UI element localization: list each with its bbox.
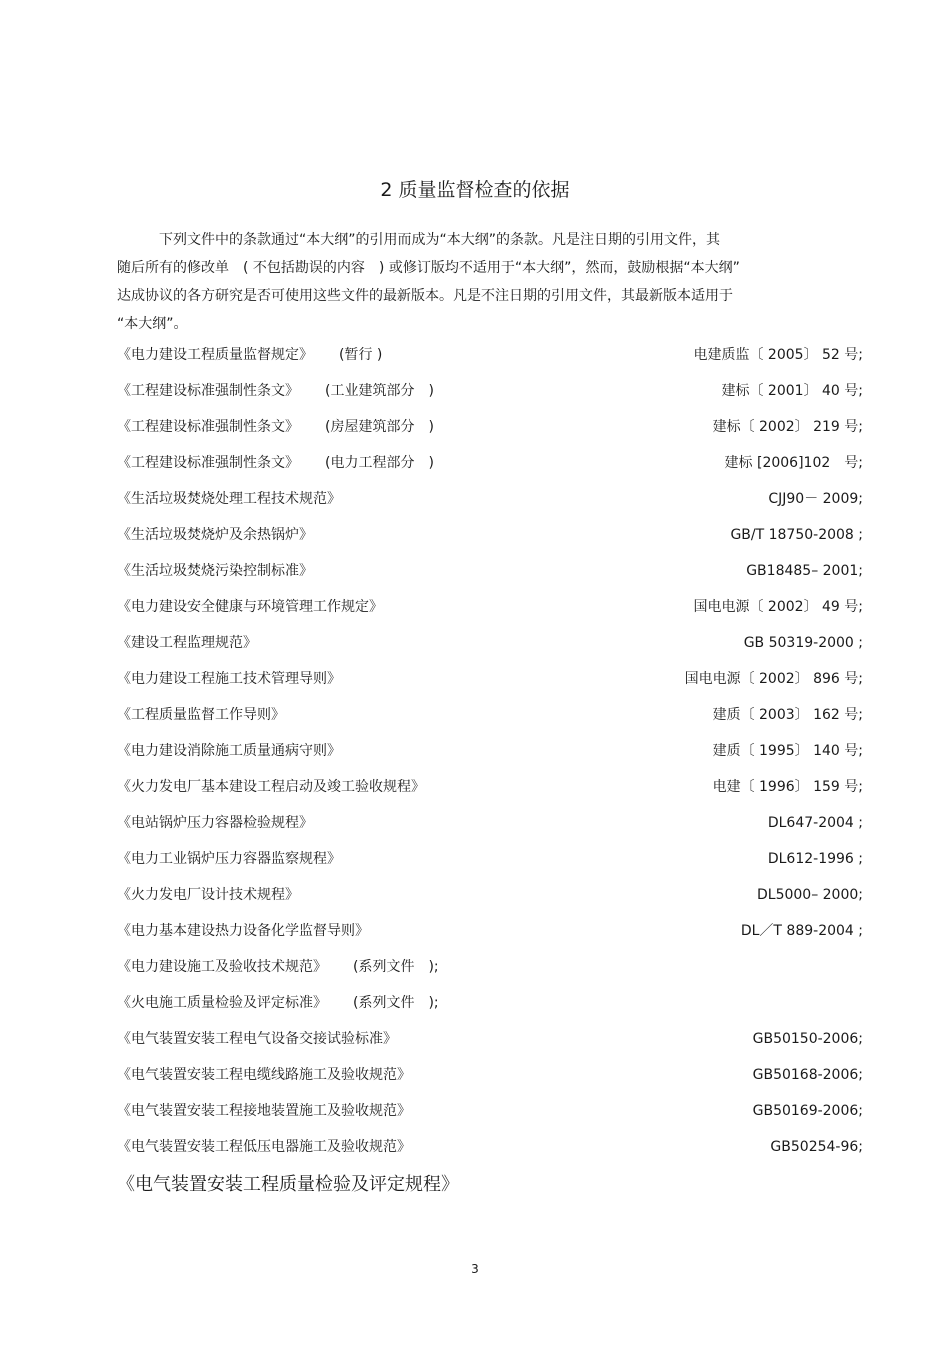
reference-name: 《电力建设消除施工质量通病守则》	[117, 743, 341, 759]
reference-item	[117, 595, 863, 631]
reference-item	[117, 523, 863, 559]
reference-item	[117, 1099, 863, 1135]
reference-list	[117, 343, 863, 1207]
reference-code: GB50168-2006;	[752, 1067, 863, 1083]
reference-code: GB50150-2006;	[752, 1031, 863, 1047]
reference-name: 《工程建设标准强制性条文》	[117, 383, 299, 399]
reference-name: 《电力建设工程施工技术管理导则》	[117, 671, 341, 687]
intro-line-4: “本大纲”。	[117, 316, 188, 332]
reference-item	[117, 739, 863, 775]
reference-item	[117, 1027, 863, 1063]
reference-name: 《建设工程监理规范》	[117, 635, 257, 651]
reference-note: (房屋建筑部分 )	[325, 419, 434, 435]
reference-note: (电力工程部分 )	[325, 455, 434, 471]
reference-name: 《电力工业锅炉压力容器监察规程》	[117, 851, 341, 867]
reference-code: 电建质监〔 2005〕 52 号;	[693, 347, 863, 363]
reference-code: 建标〔 2002〕 219 号;	[712, 419, 863, 435]
reference-code: DL647-2004 ;	[767, 815, 863, 831]
reference-name: 《工程建设标准强制性条文》	[117, 419, 299, 435]
section-title: 2 质量监督检查的依据	[380, 179, 570, 201]
reference-item	[117, 379, 863, 415]
reference-name: 《生活垃圾焚烧处理工程技术规范》	[117, 491, 341, 507]
reference-item	[117, 811, 863, 847]
reference-name: 《电气装置安装工程接地装置施工及验收规范》	[117, 1103, 411, 1119]
intro-line-2: 随后所有的修改单 ( 不包括勘误的内容 ) 或修订版均不适用于“本大纲”，然而，鼓励根据“本大纲”	[117, 260, 740, 276]
page-number: 3	[471, 1262, 479, 1276]
reference-item	[117, 487, 863, 523]
reference-item	[117, 991, 863, 1027]
reference-item	[117, 1171, 863, 1207]
intro-line-1: 下列文件中的条款通过“本大纲”的引用而成为“本大纲”的条款。凡是注日期的引用文件，其	[159, 232, 721, 248]
reference-code: GB50169-2006;	[752, 1103, 863, 1119]
reference-item	[117, 1135, 863, 1171]
reference-name: 《电力建设施工及验收技术规范》	[117, 959, 327, 975]
reference-code: GB 50319-2000 ;	[743, 635, 863, 651]
reference-note: (工业建筑部分 )	[325, 383, 434, 399]
reference-note: (系列文件 );	[353, 959, 439, 975]
reference-name: 《电气装置安装工程质量检验及评定规程》	[117, 1174, 459, 1195]
reference-code: DL612-1996 ;	[767, 851, 863, 867]
reference-name: 《电力基本建设热力设备化学监督导则》	[117, 923, 369, 939]
reference-code: DL／T 889-2004 ;	[740, 923, 863, 939]
reference-note: (暂行 )	[339, 347, 383, 363]
reference-name: 《工程建设标准强制性条文》	[117, 455, 299, 471]
reference-name: 《电力建设安全健康与环境管理工作规定》	[117, 599, 383, 615]
reference-code: 电建〔 1996〕 159 号;	[712, 779, 863, 795]
reference-item	[117, 775, 863, 811]
reference-item	[117, 415, 863, 451]
reference-name: 《工程质量监督工作导则》	[117, 707, 285, 723]
reference-item	[117, 883, 863, 919]
reference-note: (系列文件 );	[353, 995, 439, 1011]
reference-item	[117, 667, 863, 703]
reference-code: GB/T 18750-2008 ;	[730, 527, 863, 543]
reference-item	[117, 631, 863, 667]
reference-name: 《电气装置安装工程低压电器施工及验收规范》	[117, 1139, 411, 1155]
reference-item	[117, 343, 863, 379]
reference-code: GB50254-96;	[770, 1139, 863, 1155]
reference-code: 建标〔 2001〕 40 号;	[721, 383, 863, 399]
intro-line-3: 达成协议的各方研究是否可使用这些文件的最新版本。凡是不注日期的引用文件，其最新版本适用于	[117, 288, 733, 304]
reference-name: 《火电施工质量检验及评定标准》	[117, 995, 327, 1011]
reference-name: 《电力建设工程质量监督规定》	[117, 347, 313, 363]
reference-name: 《电气装置安装工程电缆线路施工及验收规范》	[117, 1067, 411, 1083]
reference-code: 建质〔 1995〕 140 号;	[712, 743, 863, 759]
reference-code: GB18485– 2001;	[746, 563, 863, 579]
reference-item	[117, 703, 863, 739]
reference-item	[117, 559, 863, 595]
reference-name: 《电气装置安装工程电气设备交接试验标准》	[117, 1031, 397, 1047]
reference-name: 《电站锅炉压力容器检验规程》	[117, 815, 313, 831]
reference-code: 国电电源〔 2002〕 49 号;	[693, 599, 863, 615]
reference-code: 国电电源〔 2002〕 896 号;	[684, 671, 863, 687]
reference-code: DL5000– 2000;	[756, 887, 863, 903]
reference-item	[117, 919, 863, 955]
reference-name: 《生活垃圾焚烧污染控制标准》	[117, 563, 313, 579]
reference-item	[117, 1063, 863, 1099]
reference-code: CJJ90－ 2009;	[768, 491, 863, 507]
reference-code: 建质〔 2003〕 162 号;	[712, 707, 863, 723]
reference-name: 《生活垃圾焚烧炉及余热锅炉》	[117, 527, 313, 543]
reference-name: 《火力发电厂基本建设工程启动及竣工验收规程》	[117, 779, 425, 795]
reference-item	[117, 847, 863, 883]
reference-code: 建标 [2006]102 号;	[724, 455, 863, 471]
reference-name: 《火力发电厂设计技术规程》	[117, 887, 299, 903]
reference-item	[117, 955, 863, 991]
reference-item	[117, 451, 863, 487]
